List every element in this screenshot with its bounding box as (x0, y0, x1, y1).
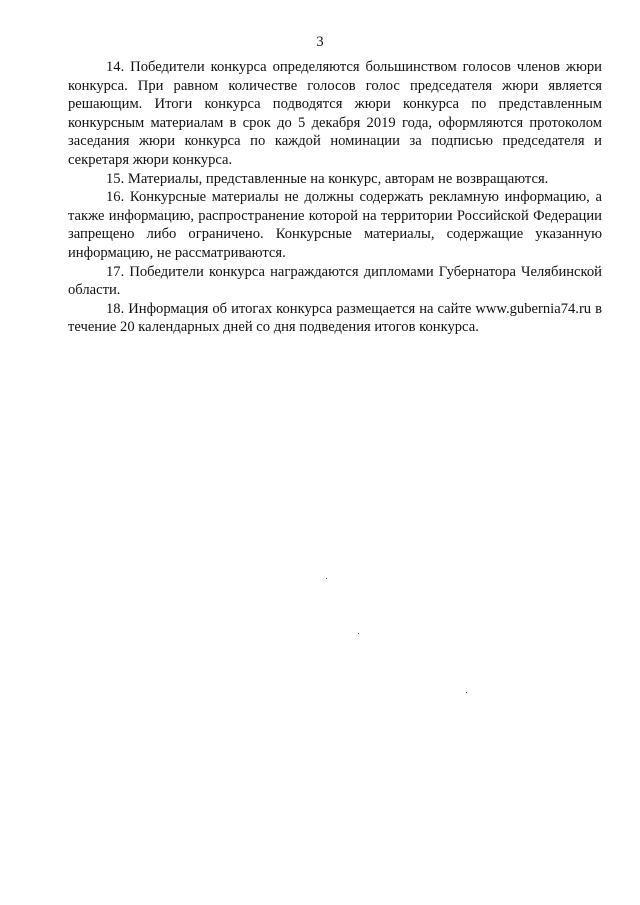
scan-speck (358, 633, 359, 634)
paragraph-16: 16. Конкурсные материалы не должны содержать рекламную информацию, а также информацию, распространение которой на территории Российской Федерации запрещено либо ограничено. Конкурсные материалы, содержащие указанную информацию, не рассматриваются. (68, 189, 602, 261)
paragraph-15: 15. Материалы, представленные на конкурс, авторам не возвращаются. (106, 170, 549, 187)
scan-speck (466, 692, 467, 693)
page-number: 3 (316, 34, 324, 50)
document-body (68, 58, 602, 337)
scan-speck (326, 578, 327, 579)
paragraph-17: 17. Победители конкурса награждаются дипломами Губернатора Челябинской области. (68, 263, 602, 299)
paragraph-14: 14. Победители конкурса определяются большинством голосов членов жюри конкурса. При равном количестве голосов голос председателя жюри является решающим. Итоги конкурса подводятся жюри конкурса по представленным конкурсным материалам в срок до 5 декабря 2019 года, оформляются протоколом заседания жюри конкурса по каждой номинации за подписью председателя и секретаря жюри конкурса. (68, 59, 602, 168)
paragraph-18: 18. Информация об итогах конкурса размещается на сайте www.gubernia74.ru в течение 20 календарных дней со дня подведения итогов конкурса. (68, 300, 602, 336)
